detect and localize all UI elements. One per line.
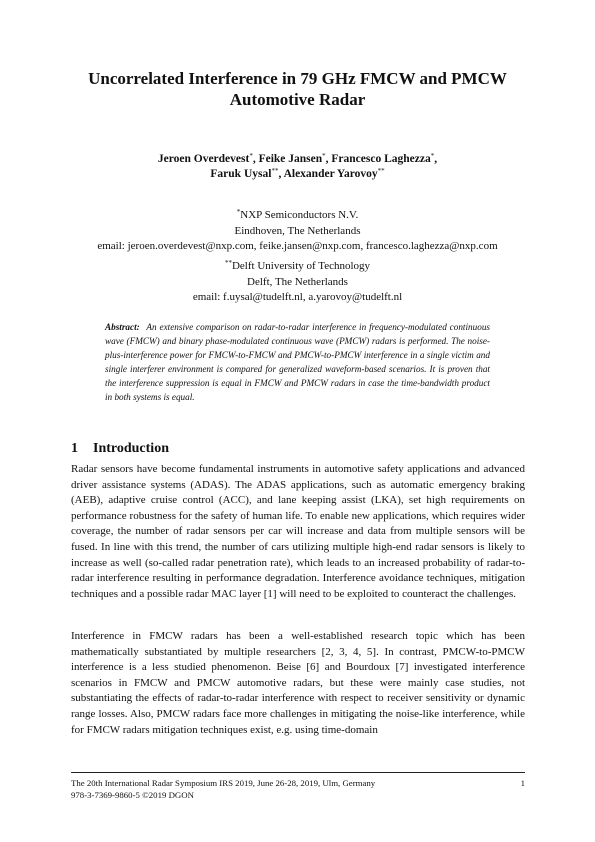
- footer-rule: [71, 772, 525, 773]
- affiliation-email: email: f.uysal@tudelft.nl, a.yarovoy@tudelft.nl: [192, 291, 403, 303]
- body-paragraph: Radar sensors have become fundamental instruments in automotive safety applications and advanced driver assistance systems (ADAS). The ADAS applications, such as automatic emergency braking (AEB), adaptive cruise control (ACC), and lane keeping assist (LKA), set high requirements on performance robustness for the safety of human life. To enable new applications, which requires wider coverage, the number of radar sensors per car will increase and data from multiple sensors will be fused. In line with this trend, the number of cars utilizing multiple high-end radar sensors is likely to increase as well (so-called radar penetration rate), which leads to an increased probability of radar-to-radar interference resulting in performance degradation. Interference avoidance techniques, mitigation techniques and a possible radar MAC layer [1] will need to be exploited to counteract the challenges.: [71, 463, 525, 600]
- affiliation-mark: *: [236, 208, 241, 216]
- affiliation-name: Delft University of Technology: [231, 260, 371, 272]
- abstract: [105, 321, 490, 404]
- section-number: 1: [71, 441, 78, 456]
- affiliation-location: Eindhoven, The Netherlands: [234, 224, 361, 237]
- author-line-1: Jeroen Overdevest*, Feike Jansen*, Francesco Laghezza*,: [157, 152, 438, 165]
- paper-title: Uncorrelated Interference in 79 GHz FMCW and PMCW Automotive Radar: [88, 69, 507, 109]
- author-name: Jeroen Overdevest: [157, 153, 250, 165]
- affiliation-mark: **: [224, 259, 232, 267]
- affiliation-nxp: [40, 208, 555, 255]
- affiliation-email: email: jeroen.overdevest@nxp.com, feike.jansen@nxp.com, francesco.laghezza@nxp.com: [97, 240, 498, 252]
- affiliation-tudelft: [40, 259, 555, 306]
- author-line-2: Faruk Uysal**, Alexander Yarovoy**: [210, 167, 385, 180]
- affiliation-name: NXP Semiconductors N.V.: [240, 209, 359, 221]
- author-mark: *: [430, 152, 435, 160]
- body-paragraph: Interference in FMCW radars has been a well-established research topic which has been mathematically substantiated by multiple researchers [2, 3, 4, 5]. In contrast, PMCW-to-PMCW interference is a less studied phenomenon. Beise [6] and Bourdoux [7] investigated interference scenarios in FMCW and PMCW automotive radars, but these were mainly case studies, not substantiating the effects of radar-to-radar interference with respect to receiver sensitivity or dynamic range losses. Also, PMCW radars face more challenges in mitigating the noise-like interference, while for FMCW radars mitigation techniques exist, e.g. using time-domain: [71, 630, 525, 736]
- abstract-label: Abstract:: [105, 322, 140, 332]
- page-number: 1: [520, 778, 525, 788]
- footer-conference: The 20th International Radar Symposium IRS 2019, June 26-28, 2019, Ulm, Germany: [71, 778, 376, 788]
- author-name: Faruk Uysal: [210, 168, 272, 180]
- author-list: [60, 152, 535, 182]
- section-heading: [71, 440, 169, 458]
- author-name: Feike Jansen: [258, 153, 323, 165]
- author-name: Alexander Yarovoy: [283, 168, 378, 180]
- author-mark: **: [377, 167, 385, 175]
- author-name: Francesco Laghezza: [331, 153, 431, 165]
- affiliation-location: Delft, The Netherlands: [247, 275, 348, 288]
- page-footer: [71, 777, 525, 801]
- section-title: Introduction: [93, 441, 169, 456]
- author-mark: *: [249, 152, 253, 160]
- abstract-text: An extensive comparison on radar-to-radar interference in frequency-modulated continuous wave (FMCW) and binary phase-modulated continuous wave (PMCW) radars is performed. The noise-plus-interference power for FMCW-to-FMCW and PMCW-to-PMCW interference in a single victim and single interferer environment is compared for generalized waveform-based scenarios. It is proven that the interference suppression is equal in FMCW and PMCW radars in case the time-bandwidth product in both systems is equal.: [105, 322, 490, 402]
- author-mark: *: [322, 152, 326, 160]
- author-mark: **: [271, 167, 279, 175]
- footer-isbn: 978-3-7369-9860-5 ©2019 DGON: [71, 790, 194, 800]
